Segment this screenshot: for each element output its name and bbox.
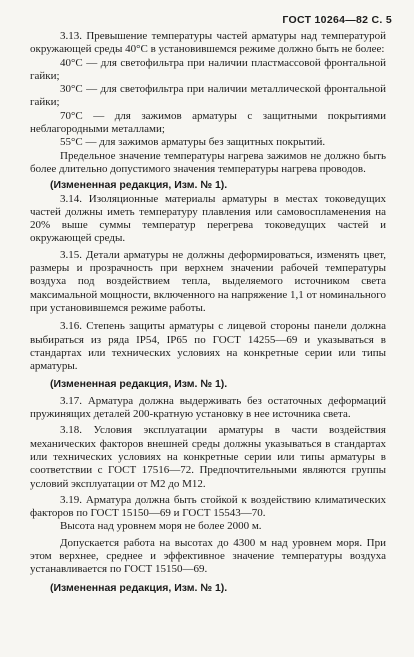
page-header: ГОСТ 10264—82 С. 5 [282, 14, 392, 26]
paragraph-3-18: 3.18. Условия эксплуатации арматуры в части воздействия механических факторов внешней среды должны указываться в стандартах или технических условиях на конкретные серии или типы арматуры в соответствии с ГОСТ 17516—72. Предпочтительными являются группы условий эксплуатации от М2 до М12. [30, 424, 386, 490]
list-item-70c: 70°С — для зажимов арматуры с защитными покрытиями неблагородными металлами; [30, 109, 386, 136]
paragraph-limit-value: Предельное значение температуры нагрева зажимов не должно быть более длительно допустимого значения температуры нагрева проводов. [30, 149, 386, 175]
paragraph-3-19: 3.19. Арматура должна быть стойкой к воздействию климатических факторов по ГОСТ 15150—69 и ГОСТ 15543—70. [30, 493, 386, 520]
amendment-note: (Измененная редакция, Изм. № 1). [50, 581, 228, 594]
list-item-55c: 55°С — для зажимов арматуры без защитных покрытий. [60, 136, 326, 149]
paragraph-3-15: 3.15. Детали арматуры не должны деформироваться, изменять цвет, размеры и прозрачность при верхнем значении рабочей температуры воздуха под воздействием тепла, выделяемого источником света максимальной мощности, включенного на напряжение 1,1 от номинального при установившемся режиме работы. [30, 248, 386, 314]
paragraph-3-16: 3.16. Степень защиты арматуры с лицевой стороны панели должна выбираться из ряда IP54, IP65 по ГОСТ 14255—69 и указываться в стандартах или технических условиях на конкретные серии или типы арматуры. [30, 320, 386, 373]
document-body [30, 30, 386, 595]
paragraph-3-14: 3.14. Изоляционные материалы арматуры в местах токоведущих частей должны иметь температуру плавления или самовоспламенения на 20% выше суммы температур перегрева токоведущих частей и окружающей среды. [30, 192, 386, 245]
paragraph-3-17: 3.17. Арматура должна выдерживать без остаточных деформаций пружинящих деталей 200-кратную установку в нее источника света. [30, 394, 386, 421]
list-item-40c: 40°С — для светофильтра при наличии пластмассовой фронтальной гайки; [30, 56, 386, 82]
paragraph-altitude-limit: Допускается работа на высотах до 4300 м над уровнем моря. При этом верхнее, среднее и эффективное значение температуры воздуха устанавливается по ГОСТ 15150—69. [30, 536, 386, 576]
paragraph-altitude: Высота над уровнем моря не более 2000 м. [60, 520, 262, 533]
amendment-note: (Измененная редакция, Изм. № 1). [50, 378, 228, 391]
list-item-30c: 30°С — для светофильтра при наличии металлической фронтальной гайки; [30, 83, 386, 109]
amendment-note: (Измененная редакция, Изм. № 1). [50, 179, 228, 192]
paragraph-3-13: 3.13. Превышение температуры частей арматуры над температурой окружающей среды 40°С в установившемся режиме должно быть не более: [30, 30, 386, 56]
